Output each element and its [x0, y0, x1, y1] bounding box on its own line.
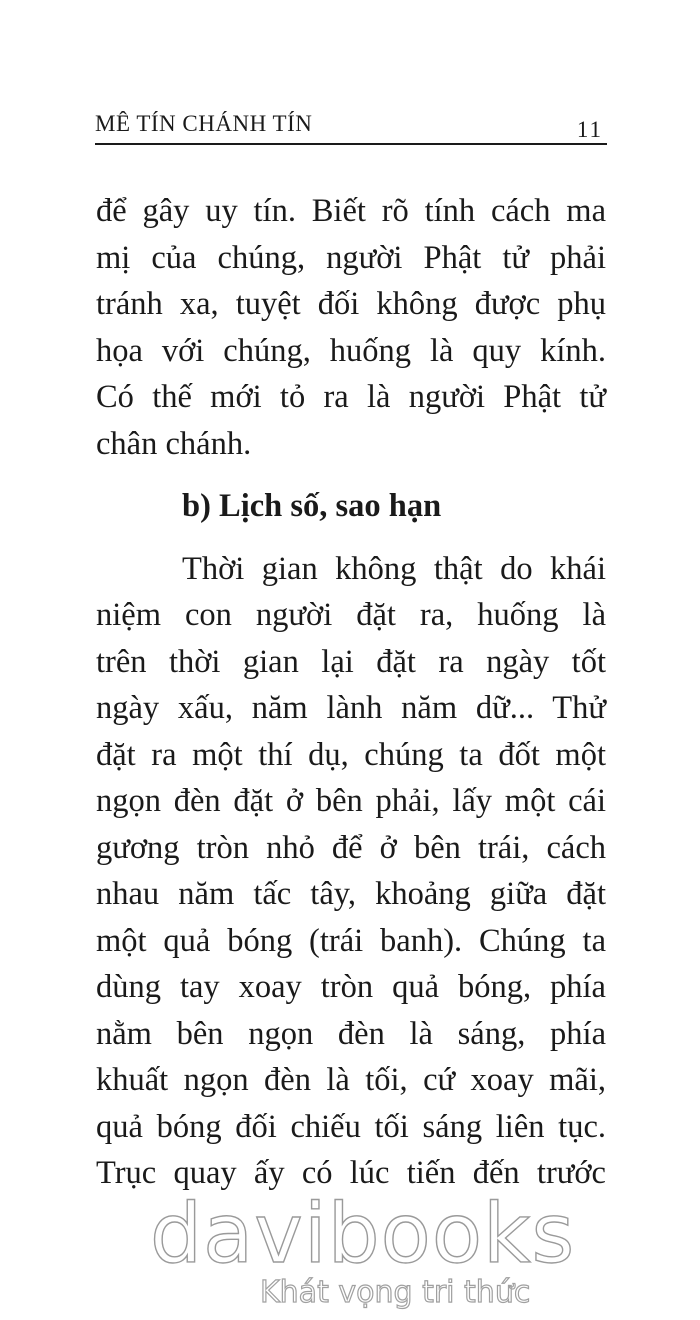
paragraph-continuation	[96, 188, 606, 467]
text-line: để gây uy tín. Biết rõ tính cách ma	[96, 193, 606, 229]
text-line: ngày xấu, năm lành năm dữ... Thử	[96, 690, 606, 726]
text-line: dùng tay xoay tròn quả bóng, phía	[96, 969, 606, 1005]
running-title: MÊ TÍN CHÁNH TÍN	[95, 111, 313, 136]
text-line: đặt ra một thí dụ, chúng ta đốt một	[96, 736, 606, 773]
section-heading: b) Lịch số, sao hạn	[182, 488, 442, 524]
text-line: nhau năm tấc tây, khoảng giữa đặt	[96, 876, 606, 912]
text-line: khuất ngọn đèn là tối, cứ xoay mãi,	[96, 1062, 606, 1098]
text-line: mị của chúng, người Phật tử phải	[96, 239, 606, 276]
watermark-tagline: Khát vọng tri thức	[260, 1275, 531, 1310]
text-line: gương tròn nhỏ để ở bên trái, cách	[96, 829, 606, 866]
text-line: tránh xa, tuyệt đối không được phụ	[96, 286, 606, 322]
text-line: Trục quay ấy có lúc tiến đến trước	[96, 1155, 606, 1191]
text-line: trên thời gian lại đặt ra ngày tốt	[96, 643, 606, 680]
header-rule	[95, 143, 607, 145]
section-paragraph	[96, 546, 606, 1197]
watermark-brand: davibooks	[150, 1187, 576, 1282]
text-line: một quả bóng (trái banh). Chúng ta	[96, 922, 606, 959]
text-line: niệm con người đặt ra, huống là	[96, 597, 606, 633]
page-header	[95, 105, 607, 145]
text-line: chân chánh.	[96, 425, 252, 462]
text-line: ngọn đèn đặt ở bên phải, lấy một cái	[96, 783, 606, 819]
watermark	[150, 1187, 576, 1315]
text-line: nằm bên ngọn đèn là sáng, phía	[96, 1015, 606, 1052]
body-text	[96, 188, 606, 1197]
text-line: quả bóng đối chiếu tối sáng liên tục.	[96, 1108, 606, 1145]
text-line: Có thế mới tỏ ra là người Phật tử	[96, 379, 606, 415]
text-line: Thời gian không thật do khái	[182, 550, 606, 587]
page-number: 11	[576, 117, 603, 142]
text-line: họa với chúng, huống là quy kính.	[96, 332, 606, 369]
